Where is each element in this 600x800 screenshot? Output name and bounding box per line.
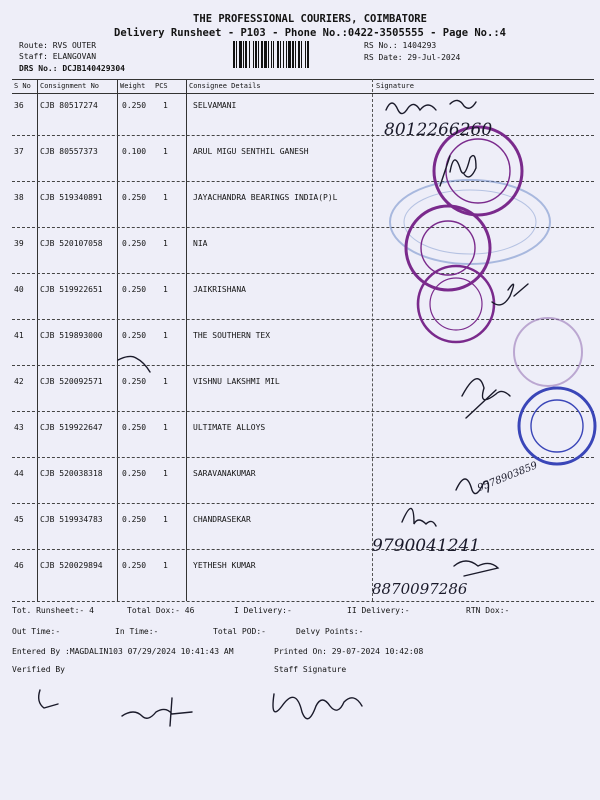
row-sno: 42 (14, 377, 24, 386)
barcode-bar (277, 41, 279, 68)
barcode-bar (255, 41, 257, 68)
row-divider (12, 227, 594, 228)
row-weight: 0.250 (122, 377, 147, 386)
staff-label: Staff: ELANGOVAN (19, 52, 97, 61)
handwritten-phone: 9578903859 (476, 460, 540, 495)
row-pcs: 1 (163, 193, 168, 202)
row-consignment: CJB 520092571 (40, 377, 103, 386)
row-weight: 0.250 (122, 469, 147, 478)
out-time: Out Time:- (12, 627, 61, 636)
company-title: THE PROFESSIONAL COURIERS, COIMBATORE (193, 13, 427, 25)
row-consignee: ARUL MIGU SENTHIL GANESH (193, 147, 309, 156)
verifier-signature (39, 690, 58, 708)
company-seal (406, 206, 490, 290)
row-sno: 45 (14, 515, 24, 524)
row-divider (12, 181, 594, 182)
row-consignee: SELVAMANI (193, 101, 237, 110)
total-dox: Total Dox:- 46 (127, 606, 195, 615)
barcode-bar (295, 41, 296, 68)
rtn-dox: RTN Dox:- (466, 606, 510, 615)
barcode-bar (236, 41, 237, 68)
row-pcs: 1 (163, 285, 168, 294)
in-time: In Time:- (115, 627, 159, 636)
table-bottom-rule (12, 601, 594, 602)
row-pcs: 1 (163, 239, 168, 248)
row-consignee: JAIKRISHANA (193, 285, 246, 294)
row-pcs: 1 (163, 515, 168, 524)
row-consignee: VISHNU LAKSHMI MIL (193, 377, 280, 386)
column-divider (186, 79, 187, 601)
row-sno: 46 (14, 561, 24, 570)
row-divider (12, 457, 594, 458)
row-consignee: YETHESH KUMAR (193, 561, 256, 570)
row-consignment: CJB 519340891 (40, 193, 103, 202)
barcode-bar (264, 41, 267, 68)
row-45-signature (402, 508, 436, 526)
company-seal (446, 139, 510, 203)
security-seal (531, 400, 583, 452)
first-delivery: I Delivery:- (234, 606, 292, 615)
col-consignment: Consignment No (40, 82, 100, 90)
staff-signature-label: Staff Signature (274, 665, 347, 674)
barcode-bar (280, 41, 281, 68)
row-sno: 40 (14, 285, 24, 294)
row-weight: 0.250 (122, 561, 147, 570)
row-divider (12, 365, 594, 366)
company-seal (430, 278, 482, 330)
barcode-bar (268, 41, 269, 68)
row-sno: 38 (14, 193, 24, 202)
barcode-bar (258, 41, 259, 68)
col-weight: Weight (120, 82, 146, 90)
barcode-bar (271, 41, 272, 68)
barcode-bar (273, 41, 274, 68)
row-pcs: 1 (163, 147, 168, 156)
delivery-points: Delvy Points:- (296, 627, 364, 636)
row-consignee: SARAVANAKUMAR (193, 469, 256, 478)
column-divider (37, 79, 38, 601)
staff-signature (273, 694, 362, 719)
handwritten-phone: 9790041241 (372, 536, 481, 556)
row-pcs: 1 (163, 423, 168, 432)
security-seal (519, 388, 595, 464)
barcode-bar (301, 41, 302, 68)
barcode-bar (298, 41, 300, 68)
handwritten-phone: 8012266260 (384, 120, 493, 140)
barcode-bar (253, 41, 254, 68)
row-sno: 39 (14, 239, 24, 248)
column-divider (117, 79, 118, 601)
handwritten-phone: 8870097286 (372, 580, 468, 598)
col-signature: Signature (376, 82, 414, 90)
verified-by-label: Verified By (12, 665, 65, 674)
row-weight: 0.100 (122, 147, 147, 156)
row-consignment: CJB 519922647 (40, 423, 103, 432)
row-consignee: NIA (193, 239, 208, 248)
barcode-bar (245, 41, 247, 68)
row-consignment: CJB 80517274 (40, 101, 98, 110)
row-consignment: CJB 519934783 (40, 515, 103, 524)
barcode-bar (286, 41, 287, 68)
company-seal (421, 221, 475, 275)
company-seal (418, 266, 494, 342)
col-sno: S No (14, 82, 31, 90)
row-consignee: JAYACHANDRA BEARINGS INDIA(P)L (193, 193, 338, 202)
row-weight: 0.250 (122, 285, 147, 294)
row-divider (12, 549, 594, 550)
oval-stamp (390, 180, 550, 264)
row-pcs: 1 (163, 469, 168, 478)
row-consignment: CJB 80557373 (40, 147, 98, 156)
barcode-bar (292, 41, 294, 68)
row-46-signature (454, 561, 498, 576)
barcode-bar (249, 41, 250, 68)
barcode-bar (261, 41, 263, 68)
rs-number: RS No.: 1404293 (364, 41, 437, 50)
route-label: Route: RVS OUTER (19, 41, 97, 50)
row-sno: 37 (14, 147, 24, 156)
drs-number: DRS No.: DCJB140429304 (19, 64, 125, 73)
row-divider (12, 135, 594, 136)
row-pcs: 1 (163, 561, 168, 570)
verifier-signature (122, 698, 192, 726)
row-sno: 44 (14, 469, 24, 478)
row-consignment: CJB 520029894 (40, 561, 103, 570)
row-divider (12, 503, 594, 504)
barcode-bar (307, 41, 309, 68)
row-40-signature (492, 284, 528, 305)
barcode (233, 41, 351, 68)
barcode-bar (288, 41, 291, 68)
printed-on: Printed On: 29-07-2024 10:42:08 (274, 647, 424, 656)
row-pcs: 1 (163, 377, 168, 386)
row-consignment: CJB 520107058 (40, 239, 103, 248)
row-36-signature (386, 100, 476, 113)
entered-by: Entered By :MAGDALIN103 07/29/2024 10:41:43 AM (12, 647, 234, 656)
row-weight: 0.250 (122, 239, 147, 248)
company-seal (434, 127, 522, 215)
faint-seal (514, 318, 582, 386)
col-pcs: PCS (155, 82, 168, 90)
row-42-signature (462, 379, 510, 418)
row-sno: 41 (14, 331, 24, 340)
col-consignee: Consignee Details (189, 82, 261, 90)
barcode-bar (233, 41, 235, 68)
row-consignment: CJB 519893000 (40, 331, 103, 340)
row-sno: 43 (14, 423, 24, 432)
runsheet-subtitle: Delivery Runsheet - P103 - Phone No.:0422-3505555 - Page No.:4 (114, 27, 506, 39)
barcode-bar (239, 41, 242, 68)
row-divider (12, 411, 594, 412)
row-weight: 0.250 (122, 515, 147, 524)
oval-stamp (404, 190, 536, 254)
row-pcs: 1 (163, 101, 168, 110)
table-header-rule (12, 93, 594, 94)
row-weight: 0.250 (122, 423, 147, 432)
total-pod: Total POD:- (213, 627, 266, 636)
row-sno: 36 (14, 101, 24, 110)
row-consignment: CJB 520038318 (40, 469, 103, 478)
row-weight: 0.250 (122, 193, 147, 202)
row-consignee: THE SOUTHERN TEX (193, 331, 271, 340)
row-weight: 0.250 (122, 331, 147, 340)
table-top-rule (12, 79, 594, 80)
second-delivery: II Delivery:- (347, 606, 410, 615)
row-divider (12, 319, 594, 320)
barcode-bar (243, 41, 244, 68)
row-consignment: CJB 519922651 (40, 285, 103, 294)
column-divider (372, 79, 373, 601)
row-weight: 0.250 (122, 101, 147, 110)
barcode-bar (283, 41, 284, 68)
total-runsheet: Tot. Runsheet:- 4 (12, 606, 94, 615)
barcode-bar (305, 41, 306, 68)
row-divider (12, 273, 594, 274)
row-consignee: ULTIMATE ALLOYS (193, 423, 266, 432)
row-consignee: CHANDRASEKAR (193, 515, 251, 524)
rs-date: RS Date: 29-Jul-2024 (364, 53, 461, 62)
row-pcs: 1 (163, 331, 168, 340)
